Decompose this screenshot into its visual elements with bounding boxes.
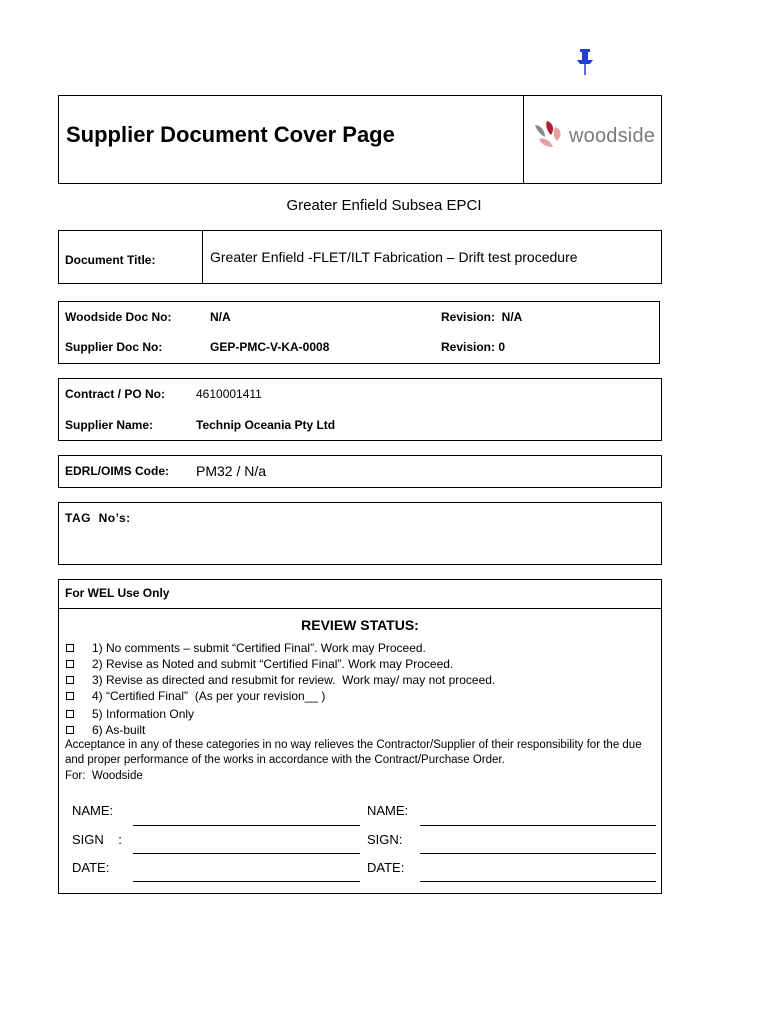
woodside-logo-text: woodside — [569, 125, 656, 147]
name-label-right: NAME: — [367, 803, 409, 818]
option-6-label: 6) As-built — [92, 723, 146, 737]
sign-label-right: SIGN: — [367, 832, 403, 847]
date-line-right[interactable] — [420, 881, 656, 882]
acceptance-line-2: and proper performance of the works in accordance with the Contract/Purchase Order. — [65, 754, 505, 766]
edrl-value: PM32 / N/a — [196, 463, 267, 479]
woodside-doc-value: N/A — [210, 310, 231, 324]
option-4-checkbox[interactable] — [66, 692, 74, 700]
date-label-left: DATE: — [72, 860, 110, 875]
project-name: Greater Enfield Subsea EPCI — [286, 197, 482, 214]
header-divider — [523, 95, 524, 184]
wel-header-divider — [58, 608, 662, 609]
option-5-checkbox[interactable] — [66, 710, 74, 718]
for-woodside: For: Woodside — [65, 770, 143, 782]
page-title: Supplier Document Cover Page — [66, 122, 395, 147]
wel-header: For WEL Use Only — [65, 586, 170, 600]
document-title-divider — [202, 230, 203, 284]
name-label-left: NAME: — [72, 803, 114, 818]
option-2-checkbox[interactable] — [66, 660, 74, 668]
option-2-label: 2) Revise as Noted and submit “Certified Final”. Work may Proceed. — [92, 657, 454, 671]
supplier-doc-label: Supplier Doc No: — [65, 340, 163, 354]
supplier-name-value: Technip Oceania Pty Ltd — [196, 418, 336, 432]
po-value: 4610001411 — [196, 387, 262, 401]
option-1-checkbox[interactable] — [66, 644, 74, 652]
woodside-logo-mark-icon — [531, 117, 565, 151]
sign-label-left: SIGN : — [72, 832, 122, 847]
document-title-label: Document Title: — [65, 253, 156, 267]
option-3-label: 3) Revise as directed and resubmit for review. Work may/ may not proceed. — [92, 673, 496, 687]
option-5-label: 5) Information Only — [92, 707, 195, 721]
supplier-revision: Revision: 0 — [441, 340, 506, 354]
supplier-name-label: Supplier Name: — [65, 418, 154, 432]
pushpin-icon — [574, 48, 596, 76]
woodside-logo — [531, 117, 657, 153]
po-label: Contract / PO No: — [65, 387, 166, 401]
edrl-label: EDRL/OIMS Code: — [65, 464, 169, 478]
woodside-revision: Revision: N/A — [441, 310, 523, 324]
review-status-title: REVIEW STATUS: — [301, 617, 419, 633]
name-line-left[interactable] — [133, 825, 360, 826]
option-3-checkbox[interactable] — [66, 676, 74, 684]
date-line-left[interactable] — [133, 881, 360, 882]
woodside-doc-label: Woodside Doc No: — [65, 310, 172, 324]
option-6-checkbox[interactable] — [66, 726, 74, 734]
date-label-right: DATE: — [367, 860, 405, 875]
tag-label: TAG No’s: — [65, 511, 131, 525]
name-line-right[interactable] — [420, 825, 656, 826]
tag-box — [58, 502, 662, 565]
option-1-label: 1) No comments – submit “Certified Final”. Work may Proceed. — [92, 641, 426, 655]
supplier-doc-value: GEP-PMC-V-KA-0008 — [210, 340, 330, 354]
sign-line-left[interactable] — [133, 853, 360, 854]
acceptance-line-1: Acceptance in any of these categories in no way relieves the Contractor/Supplier of their responsibility for the due — [65, 739, 642, 751]
sign-line-right[interactable] — [420, 853, 656, 854]
option-4-label: 4) “Certified Final” (As per your revision__ ) — [92, 689, 326, 703]
document-title-value: Greater Enfield -FLET/ILT Fabrication – Drift test procedure — [210, 249, 578, 265]
